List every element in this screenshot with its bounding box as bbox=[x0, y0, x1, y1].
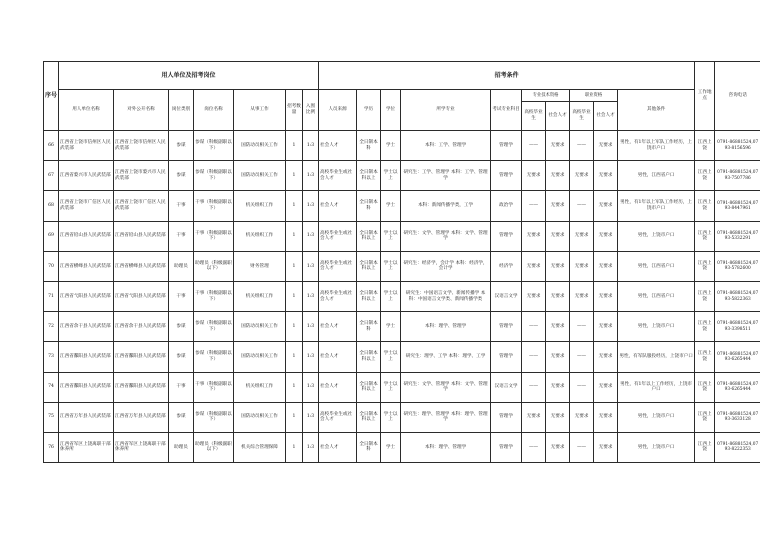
cell-exam-subject: 管理学 bbox=[491, 402, 522, 432]
cell-unit-name: 江西省鄱阳县人民武装部 bbox=[59, 342, 114, 372]
cell-exam-subject: 政治学 bbox=[491, 191, 522, 221]
table-row bbox=[44, 191, 760, 221]
cell-ratio: 1:3 bbox=[303, 342, 319, 372]
table-row bbox=[44, 251, 760, 281]
cell-seq: 66 bbox=[44, 131, 59, 161]
cell-education: 全日制本科以上 bbox=[357, 281, 381, 311]
cell-work-location: 江西上饶 bbox=[695, 312, 715, 342]
cell-major: 研究生：工学、管理学 本科：工学、管理学 bbox=[401, 161, 491, 191]
cell-unit-name: 江西省婺兴市人民武装部 bbox=[59, 161, 114, 191]
cell-major: 本科：工学、管理学 bbox=[401, 131, 491, 161]
cell-major: 本科：理学、管理学 bbox=[401, 312, 491, 342]
header-work: 从事工作 bbox=[234, 90, 286, 131]
cell-seq: 68 bbox=[44, 191, 59, 221]
cell-voc-college: —— bbox=[570, 342, 594, 372]
cell-exam-subject: 管理学 bbox=[491, 312, 522, 342]
cell-exam-subject: 管理学 bbox=[491, 161, 522, 191]
cell-degree: 学士以上 bbox=[381, 281, 401, 311]
cell-source: 社会人才 bbox=[319, 372, 357, 402]
header-phone: 咨询电话 bbox=[715, 62, 760, 131]
cell-exam-subject: 管理学 bbox=[491, 342, 522, 372]
cell-tech-college: —— bbox=[522, 432, 546, 462]
cell-exam-subject: 管理学 bbox=[491, 221, 522, 251]
cell-degree: 学士以上 bbox=[381, 402, 401, 432]
cell-other-conditions: 男性，江西省户口 bbox=[618, 161, 695, 191]
cell-degree: 学士 bbox=[381, 131, 401, 161]
header-voc-college: 高校毕业生 bbox=[570, 102, 594, 131]
cell-source: 高校毕业生或社会人才 bbox=[319, 161, 357, 191]
cell-post-type: 助理员 bbox=[169, 432, 194, 462]
header-tech-qualification: 专业技术资格 bbox=[522, 90, 570, 102]
header-voc-social: 社会人才 bbox=[594, 102, 618, 131]
header-degree: 学位 bbox=[381, 90, 401, 131]
cell-work-location: 江西上饶 bbox=[695, 251, 715, 281]
cell-source: 高校毕业生或社会人才 bbox=[319, 281, 357, 311]
cell-phone: 0791-86881524,0793-8156596 bbox=[715, 131, 760, 161]
cell-seq: 71 bbox=[44, 281, 59, 311]
cell-voc-social: 无要求 bbox=[594, 161, 618, 191]
cell-work: 机关组织工作 bbox=[234, 191, 286, 221]
cell-public-name: 江西省横峰县人民武装部 bbox=[114, 251, 169, 281]
cell-count: 1 bbox=[286, 372, 303, 402]
cell-post-type: 参谋 bbox=[169, 402, 194, 432]
cell-work-location: 江西上饶 bbox=[695, 221, 715, 251]
cell-tech-college: 无要求 bbox=[522, 281, 546, 311]
cell-education: 全日制本科 bbox=[357, 131, 381, 161]
table-row bbox=[44, 281, 760, 311]
cell-voc-college: —— bbox=[570, 372, 594, 402]
header-public-name: 对外公开名称 bbox=[114, 90, 169, 131]
cell-education: 全日制本科 bbox=[357, 191, 381, 221]
cell-major: 研究生：理学、工学 本科：理学、工学 bbox=[401, 342, 491, 372]
cell-education: 全日制本科 bbox=[357, 432, 381, 462]
cell-public-name: 江西省军区上饶离职干部休养所 bbox=[114, 432, 169, 462]
cell-education: 全日制本科以上 bbox=[357, 221, 381, 251]
cell-major: 研究生：文学、管理学 本科：文学、管理学 bbox=[401, 221, 491, 251]
cell-source: 社会人才 bbox=[319, 342, 357, 372]
header-ratio: 入围比例 bbox=[303, 90, 319, 131]
cell-voc-college: —— bbox=[570, 131, 594, 161]
cell-seq: 69 bbox=[44, 221, 59, 251]
header-seq: 序号 bbox=[44, 62, 59, 131]
table-row bbox=[44, 161, 760, 191]
cell-exam-subject: 汉语言文学 bbox=[491, 281, 522, 311]
cell-count: 1 bbox=[286, 342, 303, 372]
cell-degree: 学士 bbox=[381, 432, 401, 462]
cell-other-conditions: 男性，上饶市户口 bbox=[618, 221, 695, 251]
cell-degree: 学士 bbox=[381, 312, 401, 342]
cell-source: 高校毕业生或社会人才 bbox=[319, 402, 357, 432]
cell-work: 机关组织工作 bbox=[234, 281, 286, 311]
cell-phone: 0791-86881524,0793-5782600 bbox=[715, 251, 760, 281]
cell-unit-name: 江西省上饶市信州区人民武装部 bbox=[59, 131, 114, 161]
cell-voc-college: 无要求 bbox=[570, 251, 594, 281]
cell-tech-social: 无要求 bbox=[546, 342, 570, 372]
cell-work-location: 江西上饶 bbox=[695, 281, 715, 311]
table-row bbox=[44, 432, 760, 462]
cell-seq: 76 bbox=[44, 432, 59, 462]
cell-tech-social: 无要求 bbox=[546, 432, 570, 462]
cell-public-name: 江西省鄱阳县人民武装部 bbox=[114, 372, 169, 402]
cell-education: 全日制本科以上 bbox=[357, 161, 381, 191]
cell-education: 全日制本科以上 bbox=[357, 372, 381, 402]
cell-voc-college: —— bbox=[570, 432, 594, 462]
header-post-name: 岗位名称 bbox=[194, 90, 234, 131]
cell-voc-social: 无要求 bbox=[594, 432, 618, 462]
header-exam-subject: 考试专业科目 bbox=[491, 90, 522, 131]
cell-post-name: 干事（科级副职以下） bbox=[194, 372, 234, 402]
cell-unit-name: 江西省鄱阳县人民武装部 bbox=[59, 372, 114, 402]
cell-count: 1 bbox=[286, 131, 303, 161]
cell-unit-name: 江西省余干县人民武装部 bbox=[59, 312, 114, 342]
cell-tech-social: 无要求 bbox=[546, 402, 570, 432]
cell-other-conditions: 男性，上饶市户口 bbox=[618, 312, 695, 342]
cell-work-location: 江西上饶 bbox=[695, 432, 715, 462]
cell-count: 1 bbox=[286, 432, 303, 462]
cell-ratio: 1:3 bbox=[303, 131, 319, 161]
cell-post-name: 干事（科级副职以下） bbox=[194, 221, 234, 251]
cell-tech-social: 无要求 bbox=[546, 281, 570, 311]
header-major: 所学专业 bbox=[401, 90, 491, 131]
cell-other-conditions: 男性，江西省户口 bbox=[618, 251, 695, 281]
cell-count: 1 bbox=[286, 161, 303, 191]
cell-work: 国防动员相关工作 bbox=[234, 342, 286, 372]
cell-post-type: 干事 bbox=[169, 191, 194, 221]
cell-education: 全日制本科以上 bbox=[357, 251, 381, 281]
cell-count: 1 bbox=[286, 221, 303, 251]
cell-degree: 学士以上 bbox=[381, 372, 401, 402]
cell-post-name: 参谋（科级副职以下） bbox=[194, 402, 234, 432]
cell-other-conditions: 男性，上饶市户口 bbox=[618, 432, 695, 462]
cell-ratio: 1:3 bbox=[303, 372, 319, 402]
cell-voc-college: 无要求 bbox=[570, 281, 594, 311]
cell-source: 社会人才 bbox=[319, 191, 357, 221]
table-row bbox=[44, 131, 760, 161]
table-row bbox=[44, 342, 760, 372]
cell-ratio: 1:3 bbox=[303, 161, 319, 191]
cell-tech-college: —— bbox=[522, 372, 546, 402]
cell-phone: 0791-86881524,0793-7507786 bbox=[715, 161, 760, 191]
cell-count: 1 bbox=[286, 312, 303, 342]
cell-post-type: 参谋 bbox=[169, 161, 194, 191]
header-tech-college: 高校毕业生 bbox=[522, 102, 546, 131]
table-row bbox=[44, 402, 760, 432]
header-other-conditions: 其他条件 bbox=[618, 90, 695, 131]
cell-ratio: 1:3 bbox=[303, 281, 319, 311]
cell-voc-social: 无要求 bbox=[594, 221, 618, 251]
cell-work: 机关组织工作 bbox=[234, 372, 286, 402]
cell-public-name: 江西省鄱阳县人民武装部 bbox=[114, 342, 169, 372]
header-tech-social: 社会人才 bbox=[546, 102, 570, 131]
cell-seq: 72 bbox=[44, 312, 59, 342]
cell-source: 社会人才 bbox=[319, 131, 357, 161]
cell-source: 社会人才 bbox=[319, 312, 357, 342]
cell-count: 1 bbox=[286, 191, 303, 221]
cell-other-conditions: 男性，有1年以上军队工作经历，上饶市户口 bbox=[618, 191, 695, 221]
cell-exam-subject: 管理学 bbox=[491, 432, 522, 462]
cell-tech-college: 无要求 bbox=[522, 161, 546, 191]
cell-exam-subject: 管理学 bbox=[491, 131, 522, 161]
cell-voc-social: 无要求 bbox=[594, 372, 618, 402]
cell-tech-college: 无要求 bbox=[522, 402, 546, 432]
cell-public-name: 江西省上饶市婺兴市人民武装部 bbox=[114, 161, 169, 191]
cell-major: 研究生：理学、管理学 本科：理学、管理学 bbox=[401, 402, 491, 432]
recruitment-table-page bbox=[43, 61, 759, 463]
cell-tech-college: —— bbox=[522, 191, 546, 221]
cell-tech-college: —— bbox=[522, 312, 546, 342]
cell-other-conditions: 男性，江西省户口 bbox=[618, 281, 695, 311]
cell-unit-name: 江西省铅山县人民武装部 bbox=[59, 221, 114, 251]
cell-tech-social: 无要求 bbox=[546, 372, 570, 402]
cell-post-name: 参谋（科级副职以下） bbox=[194, 342, 234, 372]
cell-tech-social: 无要求 bbox=[546, 161, 570, 191]
cell-work-location: 江西上饶 bbox=[695, 342, 715, 372]
cell-degree: 学士以上 bbox=[381, 221, 401, 251]
table-row bbox=[44, 221, 760, 251]
cell-post-name: 干事（科级副职以下） bbox=[194, 191, 234, 221]
cell-voc-social: 无要求 bbox=[594, 251, 618, 281]
cell-seq: 67 bbox=[44, 161, 59, 191]
cell-public-name: 江西省弋阳县人民武装部 bbox=[114, 281, 169, 311]
cell-work: 财务管理 bbox=[234, 251, 286, 281]
cell-post-type: 参谋 bbox=[169, 131, 194, 161]
cell-work-location: 江西上饶 bbox=[695, 402, 715, 432]
header-group-requirements: 招考条件 bbox=[319, 62, 695, 90]
cell-work: 机关综合管理保障 bbox=[234, 432, 286, 462]
cell-phone: 0791-86881524,0793-6265444 bbox=[715, 372, 760, 402]
recruitment-table bbox=[43, 61, 760, 463]
cell-tech-social: 无要求 bbox=[546, 131, 570, 161]
cell-seq: 73 bbox=[44, 342, 59, 372]
cell-source: 高校毕业生或社会人才 bbox=[319, 221, 357, 251]
cell-unit-name: 江西省军区上饶离职干部休养所 bbox=[59, 432, 114, 462]
cell-post-name: 助理员（科级副职以下） bbox=[194, 432, 234, 462]
cell-voc-social: 无要求 bbox=[594, 281, 618, 311]
header-unit-name: 用人单位名称 bbox=[59, 90, 114, 131]
cell-major: 研究生：中国语言文学、新闻传播学 本科：中国语言文学类、新闻传播学类 bbox=[401, 281, 491, 311]
cell-tech-social: 无要求 bbox=[546, 221, 570, 251]
cell-post-name: 参谋（科级副职以下） bbox=[194, 131, 234, 161]
cell-seq: 74 bbox=[44, 372, 59, 402]
cell-post-type: 干事 bbox=[169, 221, 194, 251]
cell-count: 1 bbox=[286, 281, 303, 311]
cell-voc-social: 无要求 bbox=[594, 342, 618, 372]
table-row bbox=[44, 372, 760, 402]
cell-unit-name: 江西省横峰县人民武装部 bbox=[59, 251, 114, 281]
cell-voc-social: 无要求 bbox=[594, 191, 618, 221]
cell-other-conditions: 男性，有军队服役经历，上饶市户口 bbox=[618, 342, 695, 372]
cell-other-conditions: 男性，上饶市户口 bbox=[618, 402, 695, 432]
cell-ratio: 1:3 bbox=[303, 312, 319, 342]
cell-phone: 0791-86881524,0793-3398511 bbox=[715, 312, 760, 342]
cell-major: 本科：新闻传播学类，工学 bbox=[401, 191, 491, 221]
cell-tech-social: 无要求 bbox=[546, 251, 570, 281]
cell-degree: 学士以上 bbox=[381, 342, 401, 372]
cell-unit-name: 江西省万年县人民武装部 bbox=[59, 402, 114, 432]
cell-tech-college: —— bbox=[522, 342, 546, 372]
header-group-unit: 用人单位及招考岗位 bbox=[59, 62, 319, 90]
cell-voc-social: 无要求 bbox=[594, 312, 618, 342]
cell-work: 国防动员相关工作 bbox=[234, 312, 286, 342]
cell-voc-social: 无要求 bbox=[594, 402, 618, 432]
cell-degree: 学士以上 bbox=[381, 251, 401, 281]
cell-post-type: 参谋 bbox=[169, 312, 194, 342]
cell-phone: 0791-86881524,0793-3633128 bbox=[715, 402, 760, 432]
cell-ratio: 1:3 bbox=[303, 221, 319, 251]
cell-voc-social: 无要求 bbox=[594, 131, 618, 161]
cell-post-name: 助理员（科级副职以下） bbox=[194, 251, 234, 281]
cell-phone: 0791-86881524,0793-6265444 bbox=[715, 342, 760, 372]
cell-tech-social: 无要求 bbox=[546, 191, 570, 221]
cell-seq: 70 bbox=[44, 251, 59, 281]
cell-exam-subject: 经济学 bbox=[491, 251, 522, 281]
cell-other-conditions: 男性，有1年以上工作经历，上饶市户口 bbox=[618, 372, 695, 402]
cell-ratio: 1:3 bbox=[303, 251, 319, 281]
cell-other-conditions: 男性，有1年以上军队工作经历，上饶市户口 bbox=[618, 131, 695, 161]
cell-seq: 75 bbox=[44, 402, 59, 432]
cell-tech-social: 无要求 bbox=[546, 312, 570, 342]
cell-unit-name: 江西省弋阳县人民武装部 bbox=[59, 281, 114, 311]
cell-work: 国防动员相关工作 bbox=[234, 131, 286, 161]
header-source: 人员来源 bbox=[319, 90, 357, 131]
table-row bbox=[44, 312, 760, 342]
cell-voc-college: 无要求 bbox=[570, 161, 594, 191]
cell-count: 1 bbox=[286, 251, 303, 281]
header-education: 学历 bbox=[357, 90, 381, 131]
cell-post-name: 参谋（科级副职以下） bbox=[194, 312, 234, 342]
cell-post-type: 干事 bbox=[169, 281, 194, 311]
cell-tech-college: —— bbox=[522, 131, 546, 161]
cell-degree: 学士以上 bbox=[381, 161, 401, 191]
cell-phone: 0791-86881524,0793-5822363 bbox=[715, 281, 760, 311]
cell-major: 本科：理学、管理学 bbox=[401, 432, 491, 462]
cell-work-location: 江西上饶 bbox=[695, 161, 715, 191]
header-work-location: 工作地点 bbox=[695, 62, 715, 131]
cell-work-location: 江西上饶 bbox=[695, 372, 715, 402]
cell-phone: 0791-86881524,0793-5332291 bbox=[715, 221, 760, 251]
cell-source: 社会人才 bbox=[319, 432, 357, 462]
cell-public-name: 江西省上饶市信州区人民武装部 bbox=[114, 131, 169, 161]
cell-voc-college: —— bbox=[570, 312, 594, 342]
cell-voc-college: —— bbox=[570, 191, 594, 221]
cell-post-type: 助理员 bbox=[169, 251, 194, 281]
cell-education: 全日制本科 bbox=[357, 312, 381, 342]
cell-work: 国防动员相关工作 bbox=[234, 402, 286, 432]
cell-public-name: 江西省上饶市广信区人民武装部 bbox=[114, 191, 169, 221]
cell-ratio: 1:3 bbox=[303, 191, 319, 221]
cell-voc-college: 无要求 bbox=[570, 221, 594, 251]
cell-phone: 0791-86881524,0793-8447961 bbox=[715, 191, 760, 221]
cell-public-name: 江西省余干县人民武装部 bbox=[114, 312, 169, 342]
cell-voc-college: 无要求 bbox=[570, 402, 594, 432]
cell-exam-subject: 汉语言文学 bbox=[491, 372, 522, 402]
cell-work-location: 江西上饶 bbox=[695, 191, 715, 221]
cell-post-type: 参谋 bbox=[169, 342, 194, 372]
cell-major: 研究生：经济学，会计学 本科：经济学，会计学 bbox=[401, 251, 491, 281]
cell-post-name: 干事（科级副职以下） bbox=[194, 281, 234, 311]
cell-post-name: 参谋（科级副职以下） bbox=[194, 161, 234, 191]
cell-tech-college: 无要求 bbox=[522, 221, 546, 251]
cell-phone: 0791-86881524,0793-8222353 bbox=[715, 432, 760, 462]
cell-ratio: 1:3 bbox=[303, 402, 319, 432]
cell-degree: 学士 bbox=[381, 191, 401, 221]
cell-public-name: 江西省铅山县人民武装部 bbox=[114, 221, 169, 251]
cell-public-name: 江西省万年县人民武装部 bbox=[114, 402, 169, 432]
cell-tech-college: 无要求 bbox=[522, 251, 546, 281]
cell-ratio: 1:3 bbox=[303, 432, 319, 462]
cell-unit-name: 江西省上饶市广信区人民武装部 bbox=[59, 191, 114, 221]
cell-source: 高校毕业生或社会人才 bbox=[319, 251, 357, 281]
cell-major: 研究生：文学、管理学 本科：文学、管理学 bbox=[401, 372, 491, 402]
cell-post-type: 干事 bbox=[169, 372, 194, 402]
cell-education: 全日制本科以上 bbox=[357, 342, 381, 372]
header-vocational-qualification: 职业资格 bbox=[570, 90, 618, 102]
cell-work: 机关组织工作 bbox=[234, 221, 286, 251]
header-post-type: 岗位类别 bbox=[169, 90, 194, 131]
cell-education: 全日制本科以上 bbox=[357, 402, 381, 432]
cell-work-location: 江西上饶 bbox=[695, 131, 715, 161]
header-count: 招考数量 bbox=[286, 90, 303, 131]
cell-count: 1 bbox=[286, 402, 303, 432]
cell-work: 国防动员相关工作 bbox=[234, 161, 286, 191]
